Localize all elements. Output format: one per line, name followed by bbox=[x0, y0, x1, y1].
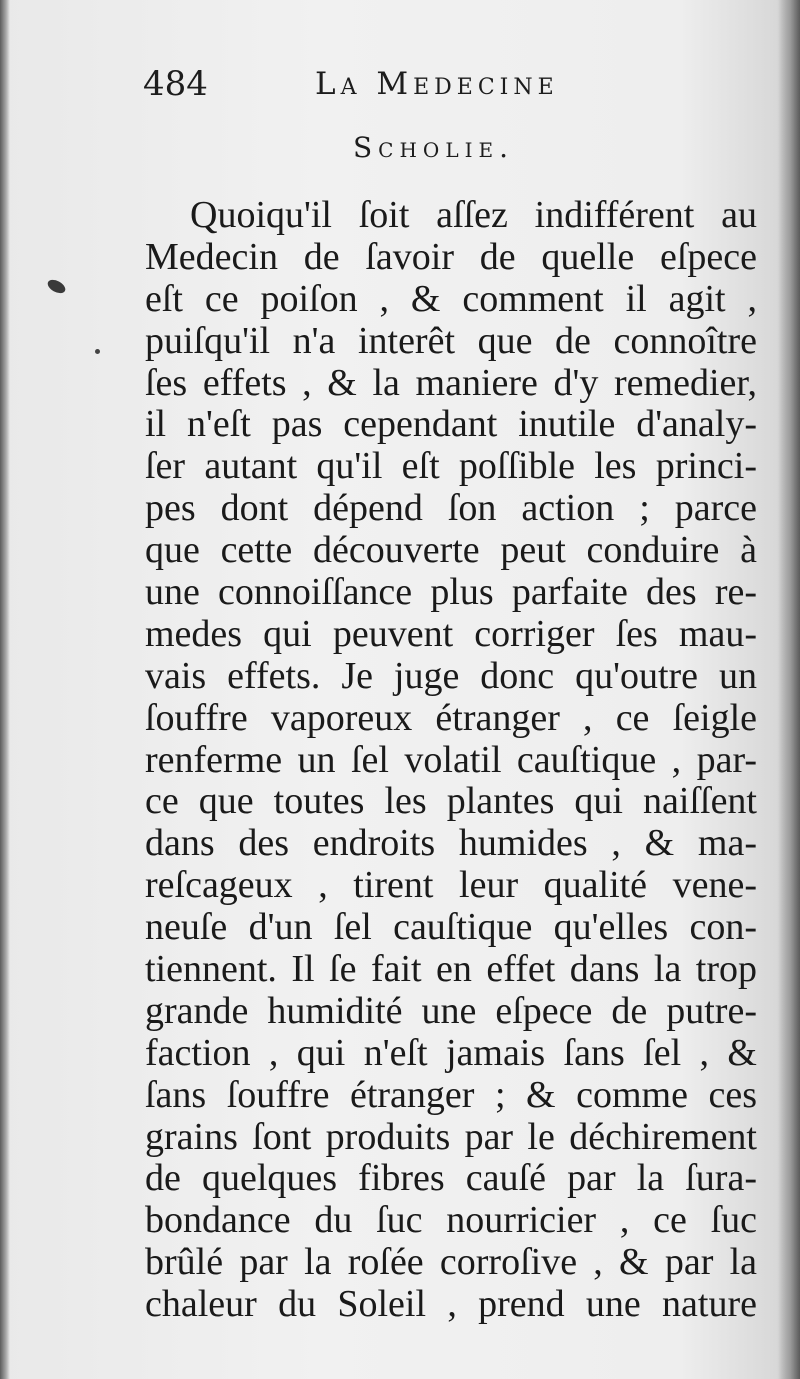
running-head bbox=[143, 62, 603, 106]
text-line: ſes effets , & la maniere d'y remedier, bbox=[145, 361, 757, 404]
page-gutter-shadow bbox=[0, 0, 10, 1379]
text-line: Medecin de ſavoir de quelle eſpece bbox=[145, 235, 757, 278]
text-line: dans des endroits humides , & ma- bbox=[145, 822, 757, 865]
text-line: ſer autant qu'il eſt poſſible les princi- bbox=[145, 445, 757, 488]
text-line: grains ſont produits par le déchirement bbox=[145, 1115, 757, 1158]
text-line: reſcageux , tirent leur qualité vene- bbox=[145, 864, 757, 907]
text-line: pes dont dépend ſon action ; parce bbox=[145, 487, 757, 530]
text-line: renferme un ſel volatil cauſtique , par- bbox=[145, 738, 757, 781]
text-line: brûlé par la roſée corroſive , & par la bbox=[145, 1241, 757, 1284]
ink-blot bbox=[46, 277, 68, 296]
text-line: puiſqu'il n'a interêt que de connoître bbox=[145, 319, 757, 362]
text-line: Quoiqu'il ſoit aſſez indifférent au bbox=[190, 194, 757, 236]
text-line: ſouffre vaporeux étranger , ce ſeigle bbox=[145, 696, 757, 739]
page-edge-shadow bbox=[778, 0, 800, 1379]
body-text bbox=[145, 195, 757, 1326]
section-title: Scholie. bbox=[353, 131, 515, 164]
text-line: vais effets. Je juge donc qu'outre un bbox=[145, 654, 757, 697]
text-line: neuſe d'un ſel cauſtique qu'elles con- bbox=[145, 906, 757, 949]
text-line: ſans ſouffre étranger ; & comme ces bbox=[145, 1073, 757, 1116]
text-line: de quelques fibres cauſé par la ſura- bbox=[145, 1157, 757, 1200]
text-line: il n'eſt pas cependant inutile d'analy- bbox=[145, 403, 757, 446]
page-number: 484 bbox=[143, 64, 208, 104]
text-line: medes qui peuvent corriger ſes mau- bbox=[145, 612, 757, 655]
text-line: eſt ce poiſon , & comment il agit , bbox=[145, 277, 757, 320]
text-line: faction , qui n'eſt jamais ſans ſel , & bbox=[145, 1031, 757, 1074]
text-line: ce que toutes les plantes qui naiſſent bbox=[145, 780, 757, 823]
text-line: que cette découverte peut conduire à bbox=[145, 529, 757, 572]
text-line: chaleur du Soleil , prend une nature bbox=[145, 1283, 757, 1326]
text-line: bondance du ſuc nourricier , ce ſuc bbox=[145, 1199, 757, 1242]
text-line: une connoiſſance plus parfaite des re- bbox=[145, 571, 757, 614]
text-line: grande humidité une eſpece de putre- bbox=[145, 989, 757, 1032]
running-title: La Medecine bbox=[315, 66, 559, 102]
ink-speck bbox=[95, 349, 100, 354]
text-line: tiennent. Il ſe fait en effet dans la trop bbox=[145, 948, 757, 991]
